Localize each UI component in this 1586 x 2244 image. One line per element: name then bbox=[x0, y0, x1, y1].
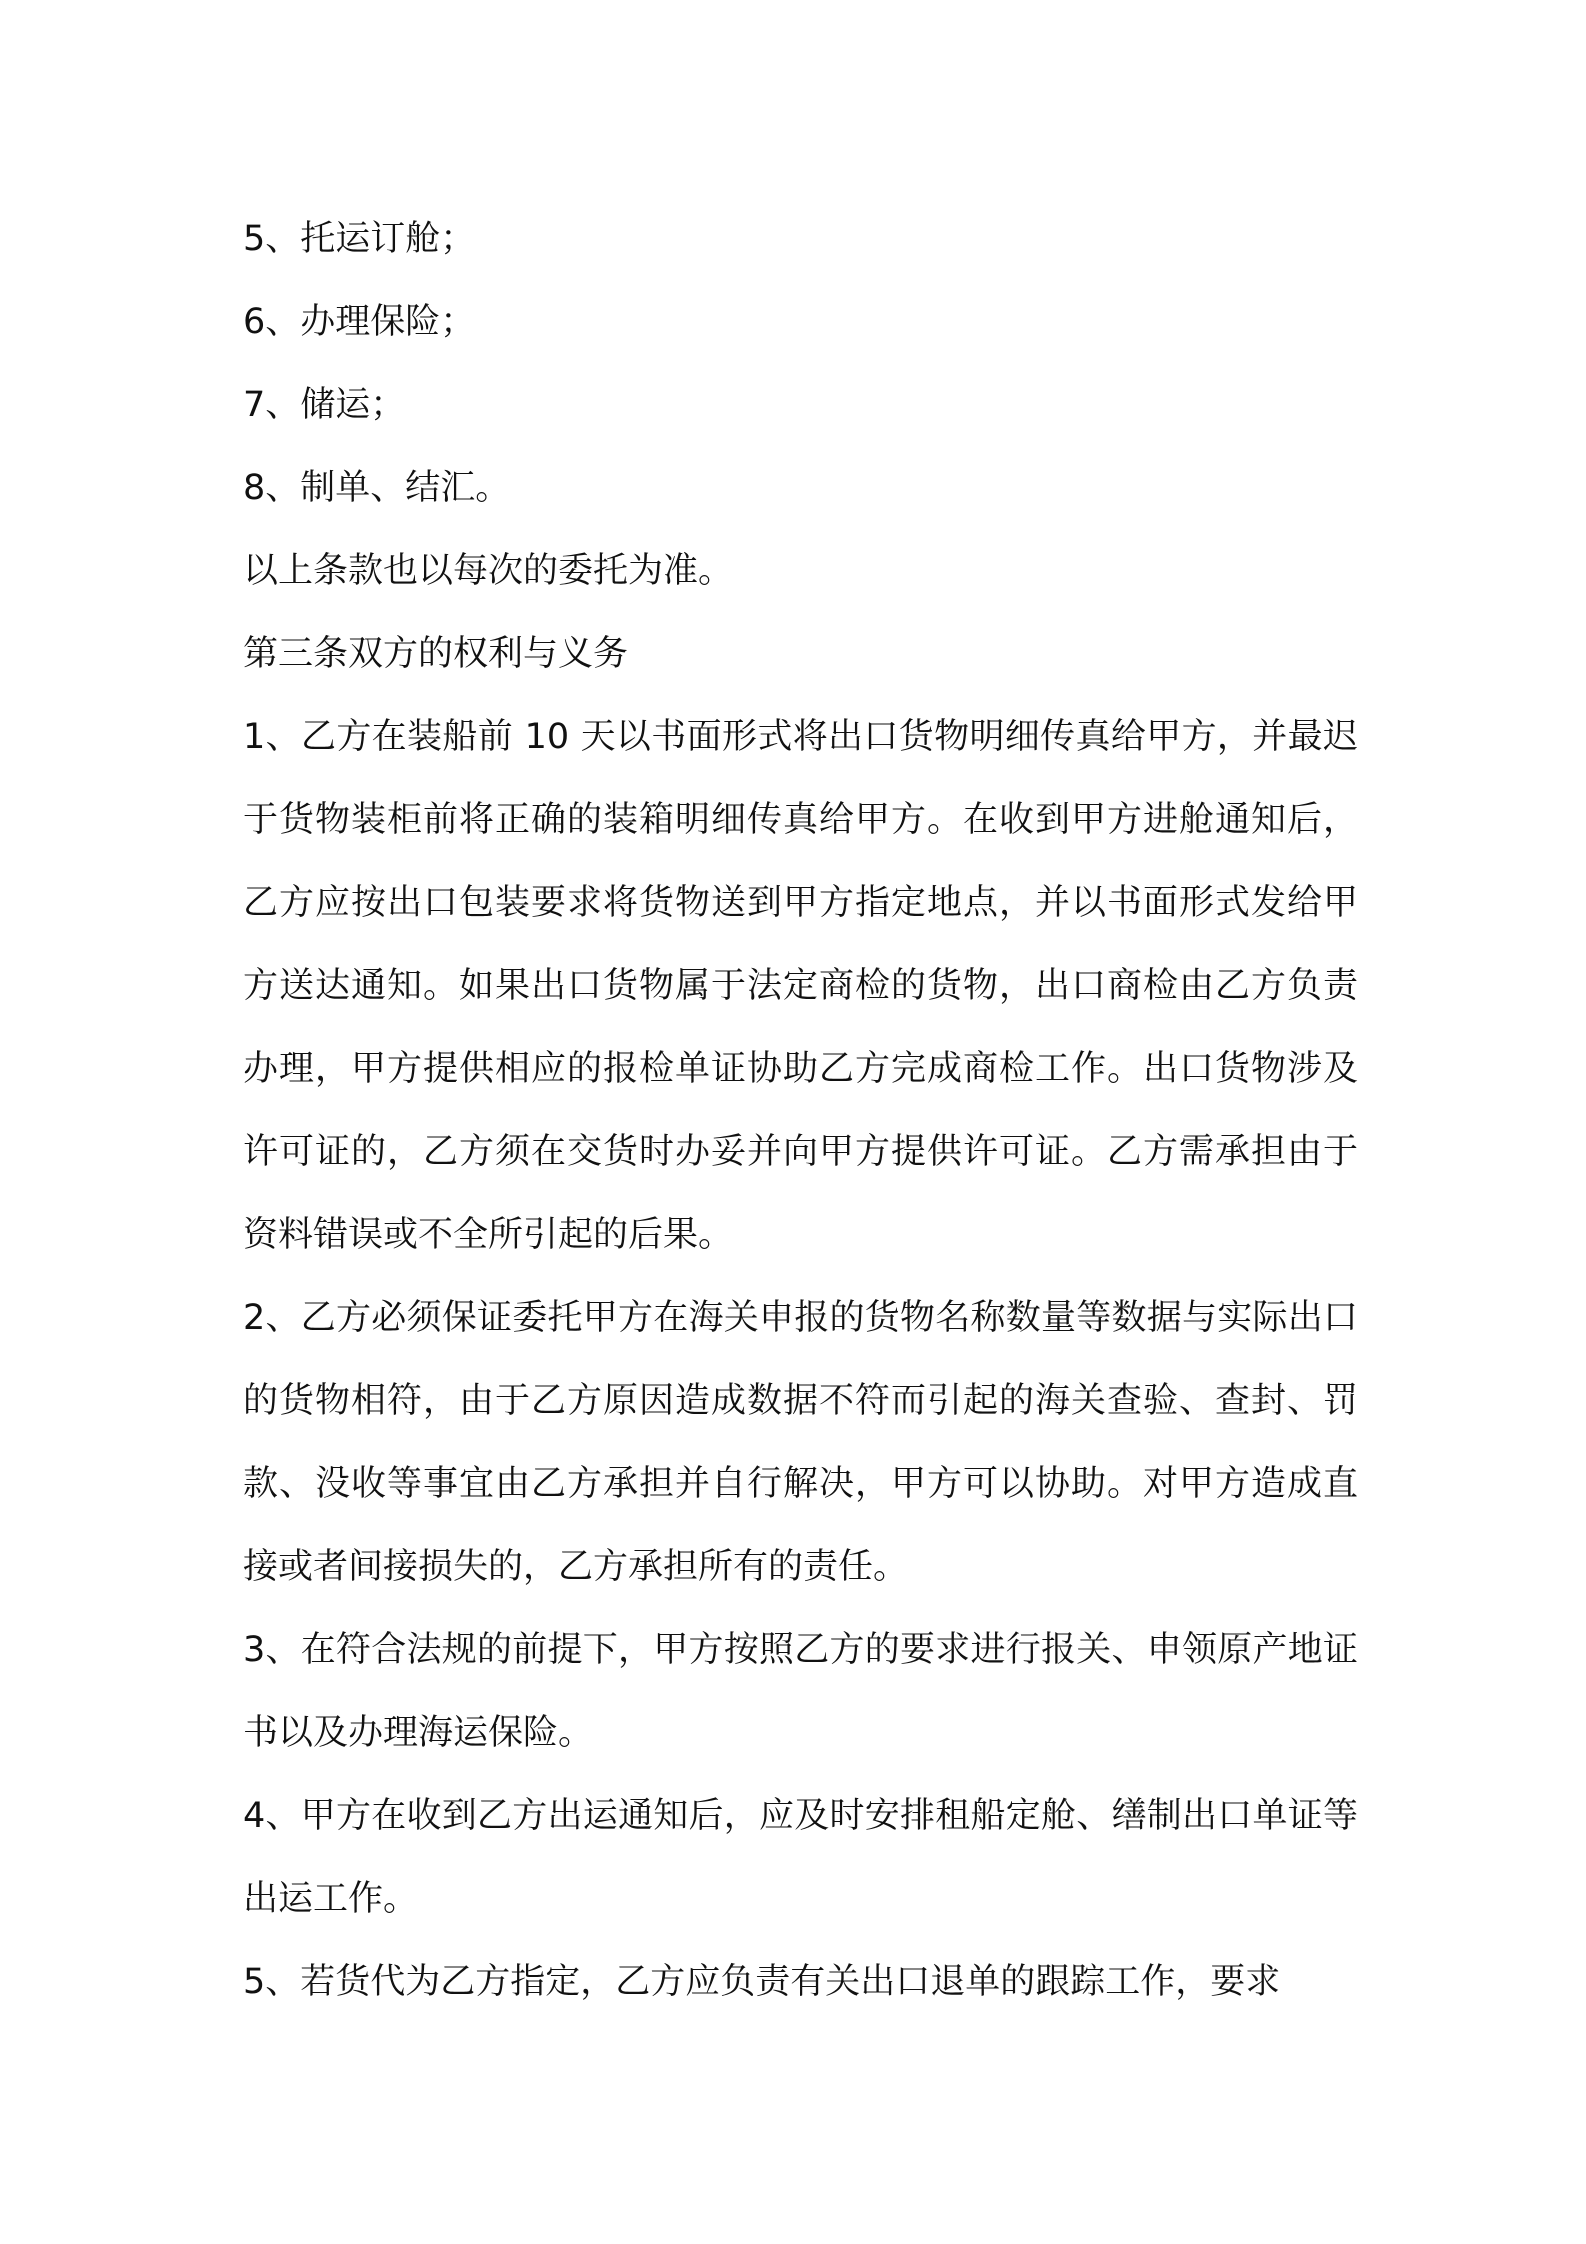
section-heading: 第三条双方的权利与义务 bbox=[243, 634, 629, 674]
paragraph-clause-2: 2、乙方必须保证委托甲方在海关申报的货物名称数量等数据与实际出口的货物相符，由于乙方原因造成数据不符而引起的海关查验、查封、罚款、没收等事宜由乙方承担并自行解决，甲方可以协助。对甲方造成直接或者间接损失的，乙方承担所有的责任。 bbox=[243, 1298, 1358, 1587]
paragraph-item-7: 7、储运； bbox=[243, 385, 406, 425]
paragraph-clause-5: 5、若货代为乙方指定，乙方应负责有关出口退单的跟踪工作，要求 bbox=[243, 1962, 1281, 2002]
paragraph-clause-4: 4、甲方在收到乙方出运通知后，应及时安排租船定舱、缮制出口单证等出运工作。 bbox=[243, 1796, 1358, 1919]
paragraph-item-8: 8、制单、结汇。 bbox=[243, 468, 511, 508]
document-body bbox=[243, 198, 1358, 2024]
paragraph-item-5: 5、托运订舱； bbox=[243, 219, 476, 259]
paragraph-clause-1: 1、乙方在装船前 10 天以书面形式将出口货物明细传真给甲方，并最迟于货物装柜前将正确的装箱明细传真给甲方。在收到甲方进舱通知后，乙方应按出口包装要求将货物送到甲方指定地点，并以书面形式发给甲方送达通知。如果出口货物属于法定商检的货物，出口商检由乙方负责办理，甲方提供相应的报检单证协助乙方完成商检工作。出口货物涉及许可证的，乙方须在交货时办妥并向甲方提供许可证。乙方需承担由于资料错误或不全所引起的后果。 bbox=[243, 717, 1358, 1255]
paragraph-note: 以上条款也以每次的委托为准。 bbox=[243, 551, 734, 591]
paragraph-clause-3: 3、在符合法规的前提下，甲方按照乙方的要求进行报关、申领原产地证书以及办理海运保险。 bbox=[243, 1630, 1358, 1753]
paragraph-item-6: 6、办理保险； bbox=[243, 302, 476, 342]
